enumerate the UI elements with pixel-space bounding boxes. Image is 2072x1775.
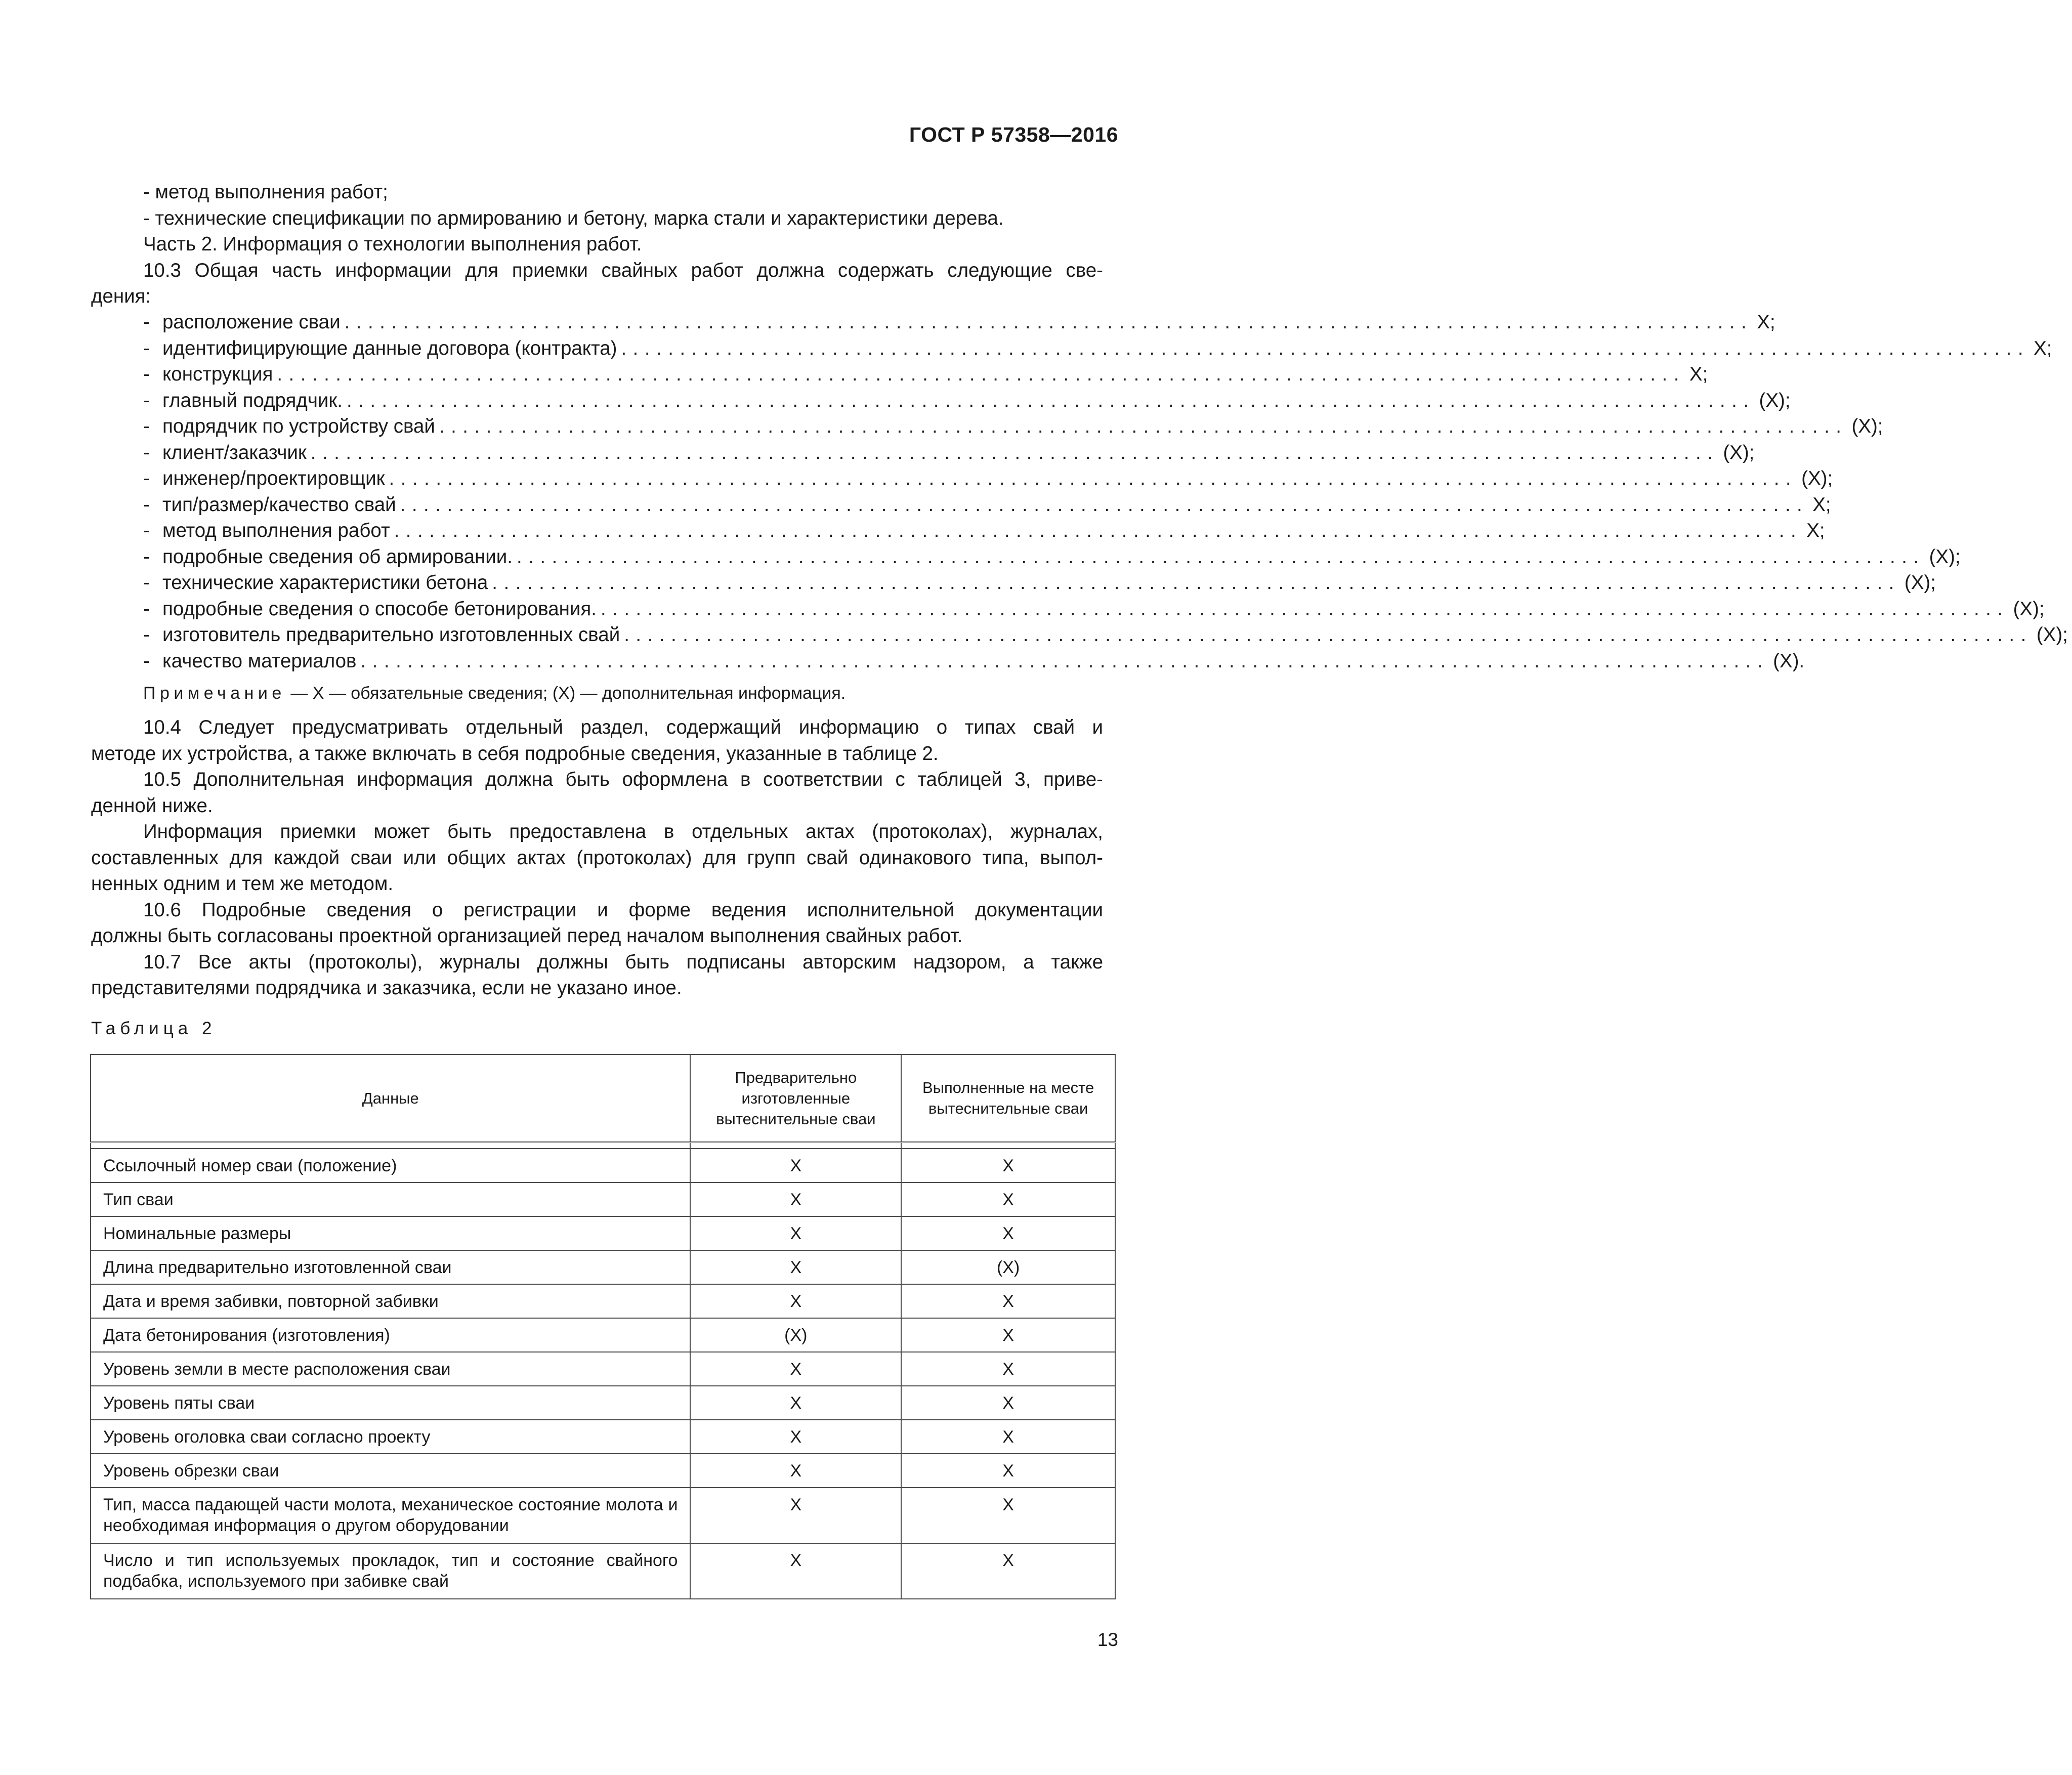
note [143, 682, 845, 704]
cell-data-name: Уровень земли в месте расположения сваи [91, 1352, 690, 1386]
table-row [91, 1149, 1115, 1182]
leader-dots: ........................................................................................................................ [360, 650, 1769, 672]
cell-precast: X [690, 1216, 901, 1250]
list-item-value: (X); [1801, 468, 1833, 489]
list-item-label: конструкция [162, 363, 273, 385]
paragraph-10-5-line-2: денной ниже. [91, 794, 213, 817]
paragraph-10-7-line-2: представителями подрядчика и заказчика, если не указано иное. [91, 977, 682, 999]
cell-precast: X [690, 1543, 901, 1599]
cell-data-name: Номинальные размеры [91, 1216, 690, 1250]
table-row [91, 1250, 1115, 1284]
list-dash: - [143, 624, 150, 646]
list-dash: - [143, 598, 150, 620]
cell-data-name: Уровень пяты сваи [91, 1386, 690, 1420]
leader-dots: ........................................................................................................................ [310, 441, 1719, 463]
list-dash: - [143, 363, 150, 385]
list-item [91, 335, 2052, 362]
list-item-label: тип/размер/качество свай [162, 493, 396, 516]
list-item-label: подробные сведения о способе бетонирования. [162, 598, 597, 620]
cell-precast: X [690, 1182, 901, 1216]
cell-data-name: Уровень обрезки сваи [91, 1454, 690, 1488]
paragraph-10-5-line-1: 10.5 Дополнительная информация должна быть оформлена в соответствии с таблицей 3, приве- [143, 769, 1103, 790]
leader-dots: ........................................................................................................................ [492, 572, 1900, 594]
list-item-label: идентифицирующие данные договора (контракта) [162, 337, 617, 359]
list-dash: - [143, 311, 150, 333]
cell-cast-in-place: X [901, 1386, 1115, 1420]
part-2-heading: Часть 2. Информация о технологии выполнения работ. [143, 233, 642, 255]
list-item-value: (X); [1723, 441, 1755, 463]
leader-dots: ........................................................................................................................ [624, 624, 2033, 646]
table-row [91, 1182, 1115, 1216]
list-dash: - [143, 572, 150, 594]
acceptance-items-list [91, 309, 2068, 674]
paragraph-10-6-line-1: 10.6 Подробные сведения о регистрации и форме ведения исполнительной документации [143, 899, 1103, 921]
leader-dots: ........................................................................................................................ [517, 545, 1925, 568]
paragraphs-block [91, 714, 1103, 1001]
list-item-label: подрядчик по устройству свай [162, 415, 435, 437]
cell-data-name: Тип сваи [91, 1182, 690, 1216]
list-dash: - [143, 468, 150, 489]
list-dash: - [143, 650, 150, 672]
list-item-label: подробные сведения об армировании. [162, 545, 513, 568]
list-item-label: главный подрядчик. [162, 389, 343, 411]
column-header-data: Данные [91, 1054, 690, 1142]
leader-dots: ........................................................................................................................ [600, 598, 2009, 620]
cell-precast: (X) [690, 1318, 901, 1352]
list-dash: - [143, 415, 150, 437]
intro-item: - технические спецификации по армированию и бетону, марка стали и характеристики дерева. [143, 207, 1004, 229]
cell-data-name: Дата и время забивки, повторной забивки [91, 1284, 690, 1318]
paragraph-acceptance-line-3: ненных одним и тем же методом. [91, 873, 394, 895]
cell-cast-in-place: X [901, 1182, 1115, 1216]
cell-precast: X [690, 1250, 901, 1284]
table-row [91, 1216, 1115, 1250]
leader-dots: ........................................................................................................................ [439, 415, 1848, 437]
data-table [90, 1054, 1116, 1599]
cell-data-name: Число и тип используемых прокладок, тип и состояние свайного подбабка, используемого при забивке свай [91, 1543, 690, 1599]
list-item [91, 309, 1775, 335]
list-item-value: (X); [1851, 415, 1883, 437]
cell-data-name: Ссылочный номер сваи (положение) [91, 1149, 690, 1182]
table-row [91, 1318, 1115, 1352]
leader-dots: ........................................................................................................................ [346, 389, 1755, 411]
table-row [91, 1284, 1115, 1318]
list-item-value: X; [1806, 520, 1825, 541]
list-item [91, 466, 1833, 492]
cell-cast-in-place: X [901, 1543, 1115, 1599]
paragraph-10-3-line-1: 10.3 Общая часть информации для приемки свайных работ должна содержать следующие све- [143, 259, 1103, 281]
intro-block [91, 179, 1103, 310]
list-dash: - [143, 441, 150, 463]
list-item-value: (X); [1759, 389, 1791, 411]
list-item [91, 648, 1805, 674]
cell-precast: X [690, 1149, 901, 1182]
cell-cast-in-place: X [901, 1149, 1115, 1182]
cell-precast: X [690, 1420, 901, 1454]
list-item-value: (X); [2036, 624, 2068, 646]
separator-cell [901, 1142, 1115, 1149]
cell-data-name: Уровень оголовка сваи согласно проекту [91, 1420, 690, 1454]
cell-cast-in-place: X [901, 1216, 1115, 1250]
list-item [91, 570, 1936, 596]
separator-cell [690, 1142, 901, 1149]
cell-cast-in-place: X [901, 1318, 1115, 1352]
list-item-value: (X). [1773, 650, 1805, 672]
leader-dots: ........................................................................................................................ [400, 493, 1809, 516]
paragraph-acceptance-line-2: составленных для каждой сваи или общих актах (протоколах) для групп свай одинакового типа, выпол- [91, 847, 1103, 869]
list-item [91, 518, 1825, 544]
list-item-value: (X); [1904, 572, 1936, 594]
cell-precast: X [690, 1488, 901, 1543]
paragraph-10-4-line-1: 10.4 Следует предусматривать отдельный раздел, содержащий информацию о типах свай и [143, 716, 1103, 738]
column-header-cast-in-place: Выполненные на месте вытеснительные сваи [901, 1054, 1115, 1142]
list-dash: - [143, 545, 150, 568]
list-item-label: качество материалов [162, 650, 357, 672]
list-dash: - [143, 493, 150, 516]
list-item-value: X; [2034, 337, 2052, 359]
list-dash: - [143, 520, 150, 541]
intro-item: - метод выполнения работ; [143, 181, 388, 203]
cell-precast: X [690, 1284, 901, 1318]
table-header-row [91, 1054, 1115, 1142]
list-item-label: метод выполнения работ [162, 520, 390, 541]
cell-data-name: Дата бетонирования (изготовления) [91, 1318, 690, 1352]
table-row [91, 1454, 1115, 1488]
paragraph-acceptance-line-1: Информация приемки может быть предоставлена в отдельных актах (протоколах), журналах, [143, 821, 1103, 842]
cell-precast: X [690, 1454, 901, 1488]
leader-dots: ........................................................................................................................ [621, 337, 2030, 359]
list-item-value: X; [1689, 363, 1708, 385]
list-item-label: технические характеристики бетона [162, 572, 488, 594]
list-item [91, 544, 1961, 570]
list-dash: - [143, 337, 150, 359]
list-item-value: (X); [2013, 598, 2045, 620]
leader-dots: ........................................................................................................................ [389, 468, 1798, 489]
table-caption: Таблица 2 [91, 1019, 217, 1038]
cell-cast-in-place: X [901, 1488, 1115, 1543]
cell-precast: X [690, 1386, 901, 1420]
paragraph-10-6-line-2: должны быть согласованы проектной организацией перед началом выполнения свайных работ. [91, 925, 963, 947]
list-dash: - [143, 389, 150, 411]
list-item-value: X; [1757, 311, 1775, 333]
page-number: 13 [1097, 1629, 1118, 1650]
cell-precast: X [690, 1352, 901, 1386]
list-item [91, 492, 1831, 518]
list-item [91, 440, 1755, 466]
list-item [91, 361, 1708, 388]
leader-dots: ........................................................................................................................ [344, 311, 1753, 333]
cell-cast-in-place: X [901, 1284, 1115, 1318]
list-item [91, 622, 2068, 648]
table-header-separator [91, 1142, 1115, 1149]
list-item [91, 388, 1791, 414]
separator-cell [91, 1142, 690, 1149]
cell-cast-in-place: X [901, 1352, 1115, 1386]
cell-cast-in-place: X [901, 1454, 1115, 1488]
note-text: — X — обязательные сведения; (X) — дополнительная информация. [285, 684, 846, 703]
cell-data-name: Длина предварительно изготовленной сваи [91, 1250, 690, 1284]
list-item-label: расположение сваи [162, 311, 341, 333]
table-row [91, 1488, 1115, 1543]
list-item-label: изготовитель предварительно изготовленных свай [162, 624, 620, 646]
cell-data-name: Тип, масса падающей части молота, механическое состояние молота и необходимая информация о другом оборудовании [91, 1488, 690, 1543]
list-item [91, 596, 2045, 622]
leader-dots: ........................................................................................................................ [277, 363, 1685, 385]
paragraph-10-7-line-1: 10.7 Все акты (протоколы), журналы должны быть подписаны авторским надзором, а также [143, 951, 1103, 973]
column-header-precast: Предварительно изготовленные вытеснительные сваи [690, 1054, 901, 1142]
leader-dots: ........................................................................................................................ [394, 520, 1803, 541]
cell-cast-in-place: X [901, 1420, 1115, 1454]
document-code: ГОСТ Р 57358—2016 [909, 123, 1118, 146]
list-item-label: клиент/заказчик [162, 441, 307, 463]
table-row [91, 1543, 1115, 1599]
paragraph-10-4-line-2: методе их устройства, а также включать в себя подробные сведения, указанные в таблице 2. [91, 742, 939, 765]
table-row [91, 1386, 1115, 1420]
leader-list [91, 309, 2068, 674]
table-body [91, 1142, 1115, 1599]
list-item [91, 413, 1883, 440]
list-item-value: (X); [1929, 545, 1961, 568]
list-item-label: инженер/проектировщик [162, 468, 385, 489]
table-row [91, 1420, 1115, 1454]
paragraph-10-3-line-2: дения: [91, 285, 151, 307]
table-row [91, 1352, 1115, 1386]
note-lead: Примечание [143, 684, 286, 703]
cell-cast-in-place: (X) [901, 1250, 1115, 1284]
list-item-value: X; [1812, 493, 1831, 516]
